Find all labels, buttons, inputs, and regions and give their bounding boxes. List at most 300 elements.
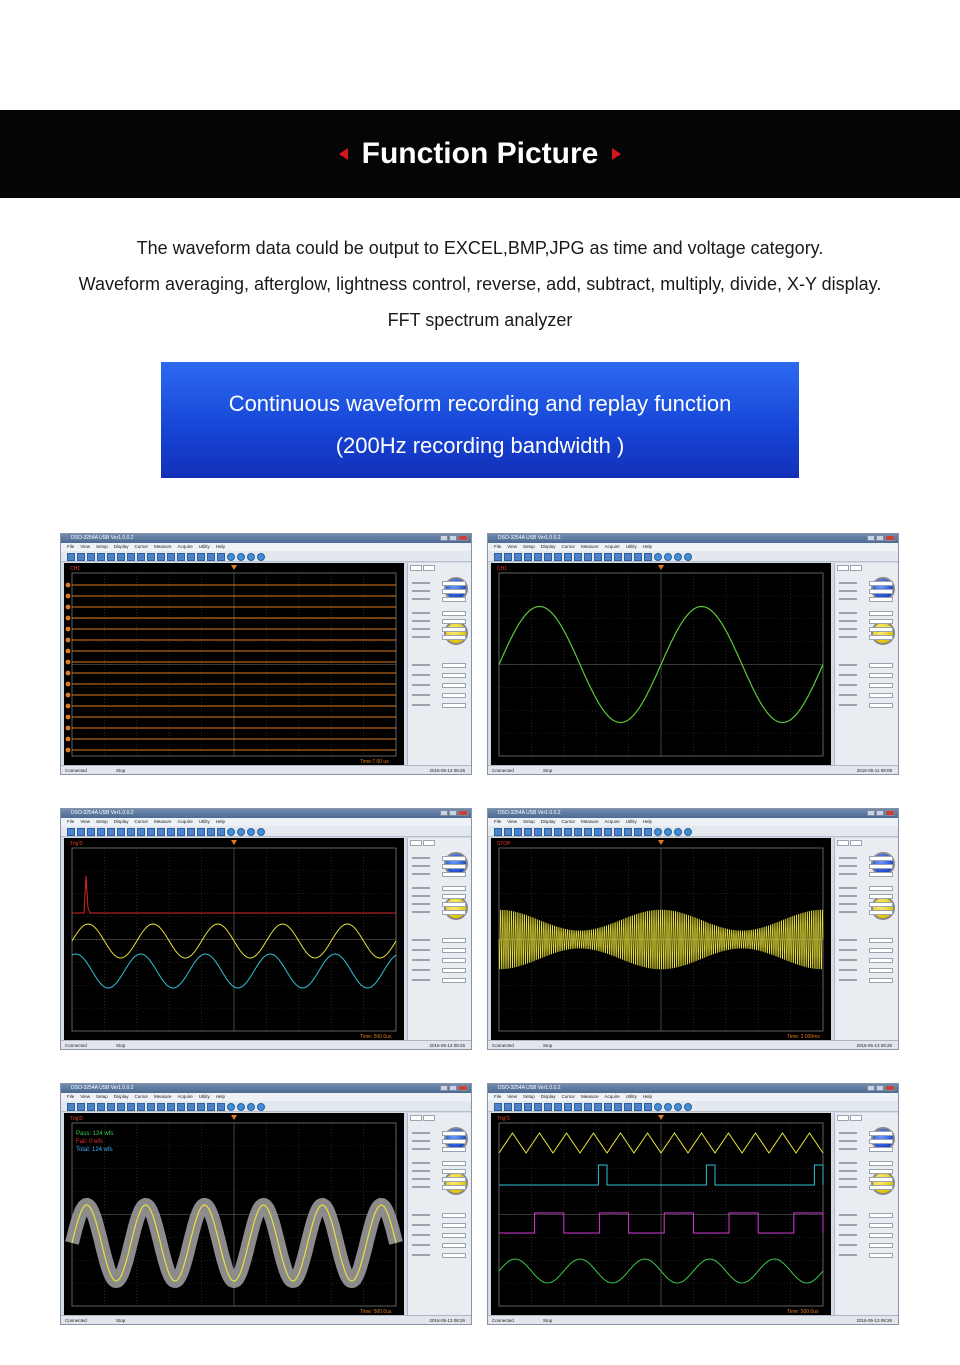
setting-row[interactable] [839, 1243, 895, 1248]
maximize-button[interactable] [449, 1085, 457, 1091]
setting-row[interactable] [839, 597, 895, 602]
menu-item[interactable]: View [507, 544, 517, 549]
volts-knob-icon[interactable] [444, 1171, 468, 1195]
toolbar-button-icon[interactable] [504, 828, 512, 836]
toolbar-button-icon[interactable] [187, 1103, 195, 1111]
setting-dropdown[interactable] [869, 1161, 893, 1166]
toolbar-button-icon[interactable] [544, 553, 552, 561]
volts-knob-icon[interactable] [871, 896, 895, 920]
setting-row[interactable] [839, 902, 895, 907]
close-button[interactable] [458, 535, 468, 541]
toolbar-button-icon[interactable] [594, 553, 602, 561]
panel-tab[interactable] [837, 1115, 849, 1121]
setting-row[interactable] [839, 627, 895, 632]
toolbar-button-icon[interactable] [247, 828, 255, 836]
toolbar-button-icon[interactable] [614, 828, 622, 836]
setting-dropdown[interactable] [442, 693, 466, 698]
toolbar-button-icon[interactable] [247, 1103, 255, 1111]
menu-item[interactable]: Cursor [561, 1094, 575, 1099]
setting-dropdown[interactable] [442, 581, 466, 586]
setting-row[interactable] [412, 703, 468, 708]
toolbar-button-icon[interactable] [524, 553, 532, 561]
minimize-button[interactable] [867, 810, 875, 816]
close-button[interactable] [885, 810, 895, 816]
volts-knob-icon[interactable] [444, 621, 468, 645]
setting-dropdown[interactable] [442, 619, 466, 624]
setting-dropdown[interactable] [442, 1213, 466, 1218]
setting-row[interactable] [839, 978, 895, 983]
setting-row[interactable] [839, 1131, 895, 1136]
setting-dropdown[interactable] [869, 611, 893, 616]
menu-item[interactable]: Setup [95, 544, 108, 549]
toolbar-button-icon[interactable] [574, 828, 582, 836]
setting-dropdown[interactable] [869, 1253, 893, 1258]
setting-dropdown[interactable] [869, 703, 893, 708]
toolbar-button-icon[interactable] [137, 828, 145, 836]
panel-tab[interactable] [410, 840, 422, 846]
setting-dropdown[interactable] [869, 968, 893, 973]
toolbar-button-icon[interactable] [247, 553, 255, 561]
setting-row[interactable] [839, 894, 895, 899]
panel-tab[interactable] [850, 1115, 862, 1121]
menu-item[interactable]: View [80, 819, 90, 824]
toolbar-button-icon[interactable] [237, 1103, 245, 1111]
setting-dropdown[interactable] [442, 703, 466, 708]
setting-row[interactable] [412, 902, 468, 907]
setting-row[interactable] [412, 619, 468, 624]
toolbar-button-icon[interactable] [117, 553, 125, 561]
toolbar-button-icon[interactable] [674, 553, 682, 561]
setting-dropdown[interactable] [442, 683, 466, 688]
setting-row[interactable] [839, 1177, 895, 1182]
setting-row[interactable] [412, 673, 468, 678]
toolbar-button-icon[interactable] [67, 553, 75, 561]
setting-dropdown[interactable] [869, 910, 893, 915]
toolbar-button-icon[interactable] [614, 1103, 622, 1111]
setting-row[interactable] [412, 1213, 468, 1218]
panel-tab[interactable] [410, 1115, 422, 1121]
toolbar-button-icon[interactable] [257, 828, 265, 836]
setting-row[interactable] [839, 864, 895, 869]
menu-item[interactable]: Measure [154, 544, 172, 549]
panel-tab[interactable] [850, 565, 862, 571]
toolbar-button-icon[interactable] [574, 1103, 582, 1111]
toolbar-button-icon[interactable] [237, 553, 245, 561]
toolbar-button-icon[interactable] [127, 828, 135, 836]
toolbar-button-icon[interactable] [554, 553, 562, 561]
toolbar-button-icon[interactable] [157, 553, 165, 561]
setting-row[interactable] [839, 1147, 895, 1152]
toolbar-button-icon[interactable] [494, 828, 502, 836]
setting-row[interactable] [412, 1161, 468, 1166]
menu-item[interactable]: Setup [522, 819, 535, 824]
toolbar-button-icon[interactable] [574, 553, 582, 561]
setting-dropdown[interactable] [442, 1169, 466, 1174]
setting-dropdown[interactable] [442, 1223, 466, 1228]
toolbar-button-icon[interactable] [684, 553, 692, 561]
setting-row[interactable] [412, 938, 468, 943]
setting-row[interactable] [839, 611, 895, 616]
setting-row[interactable] [412, 1169, 468, 1174]
toolbar-button-icon[interactable] [157, 828, 165, 836]
menu-item[interactable]: Measure [154, 1094, 172, 1099]
setting-dropdown[interactable] [869, 1139, 893, 1144]
setting-row[interactable] [412, 597, 468, 602]
setting-row[interactable] [412, 894, 468, 899]
toolbar-button-icon[interactable] [117, 1103, 125, 1111]
setting-dropdown[interactable] [442, 1177, 466, 1182]
toolbar-button-icon[interactable] [257, 553, 265, 561]
toolbar-button-icon[interactable] [684, 828, 692, 836]
menu-item[interactable]: Measure [581, 1094, 599, 1099]
toolbar-button-icon[interactable] [87, 828, 95, 836]
toolbar-button-icon[interactable] [644, 1103, 652, 1111]
menu-item[interactable]: Setup [95, 819, 108, 824]
toolbar-button-icon[interactable] [87, 553, 95, 561]
setting-dropdown[interactable] [442, 1131, 466, 1136]
toolbar-button-icon[interactable] [504, 553, 512, 561]
menu-item[interactable]: Cursor [561, 544, 575, 549]
toolbar-button-icon[interactable] [107, 1103, 115, 1111]
toolbar-button-icon[interactable] [494, 553, 502, 561]
toolbar-button-icon[interactable] [644, 828, 652, 836]
setting-dropdown[interactable] [442, 1253, 466, 1258]
toolbar-button-icon[interactable] [534, 553, 542, 561]
toolbar-button-icon[interactable] [137, 553, 145, 561]
setting-row[interactable] [839, 910, 895, 915]
toolbar-button-icon[interactable] [227, 1103, 235, 1111]
toolbar-button-icon[interactable] [524, 1103, 532, 1111]
toolbar-button-icon[interactable] [167, 828, 175, 836]
menu-item[interactable]: View [80, 1094, 90, 1099]
minimize-button[interactable] [440, 810, 448, 816]
panel-tab[interactable] [423, 840, 435, 846]
toolbar-button-icon[interactable] [544, 828, 552, 836]
menu-item[interactable]: View [507, 1094, 517, 1099]
setting-row[interactable] [839, 1253, 895, 1258]
menu-item[interactable]: Display [540, 819, 556, 824]
minimize-button[interactable] [867, 1085, 875, 1091]
setting-row[interactable] [412, 683, 468, 688]
toolbar-button-icon[interactable] [514, 1103, 522, 1111]
toolbar-button-icon[interactable] [634, 828, 642, 836]
setting-row[interactable] [412, 635, 468, 640]
menu-item[interactable]: Help [642, 1094, 653, 1099]
setting-row[interactable] [412, 1177, 468, 1182]
setting-dropdown[interactable] [442, 1243, 466, 1248]
setting-dropdown[interactable] [442, 1139, 466, 1144]
toolbar-button-icon[interactable] [584, 1103, 592, 1111]
setting-row[interactable] [839, 1169, 895, 1174]
menu-item[interactable]: Help [642, 819, 653, 824]
setting-row[interactable] [839, 663, 895, 668]
toolbar-button-icon[interactable] [494, 1103, 502, 1111]
setting-dropdown[interactable] [869, 864, 893, 869]
setting-row[interactable] [412, 978, 468, 983]
setting-dropdown[interactable] [869, 856, 893, 861]
setting-row[interactable] [839, 856, 895, 861]
toolbar-button-icon[interactable] [554, 1103, 562, 1111]
menu-item[interactable]: Cursor [561, 819, 575, 824]
menu-item[interactable]: Help [215, 544, 226, 549]
toolbar-button-icon[interactable] [77, 1103, 85, 1111]
setting-dropdown[interactable] [442, 611, 466, 616]
toolbar-button-icon[interactable] [664, 828, 672, 836]
toolbar-button-icon[interactable] [117, 828, 125, 836]
panel-tab[interactable] [423, 565, 435, 571]
toolbar-button-icon[interactable] [684, 1103, 692, 1111]
toolbar-button-icon[interactable] [97, 553, 105, 561]
setting-row[interactable] [839, 938, 895, 943]
toolbar-button-icon[interactable] [504, 1103, 512, 1111]
toolbar-button-icon[interactable] [604, 553, 612, 561]
menu-item[interactable]: Measure [581, 544, 599, 549]
setting-dropdown[interactable] [869, 1185, 893, 1190]
setting-dropdown[interactable] [442, 872, 466, 877]
panel-tab[interactable] [423, 1115, 435, 1121]
close-button[interactable] [458, 810, 468, 816]
toolbar-button-icon[interactable] [187, 553, 195, 561]
toolbar-button-icon[interactable] [624, 828, 632, 836]
setting-dropdown[interactable] [869, 948, 893, 953]
toolbar-button-icon[interactable] [654, 553, 662, 561]
toolbar-button-icon[interactable] [127, 553, 135, 561]
toolbar-button-icon[interactable] [67, 828, 75, 836]
menu-item[interactable]: File [494, 544, 502, 549]
setting-row[interactable] [839, 1185, 895, 1190]
toolbar-button-icon[interactable] [127, 1103, 135, 1111]
maximize-button[interactable] [876, 810, 884, 816]
maximize-button[interactable] [876, 535, 884, 541]
menu-item[interactable]: Utility [625, 544, 637, 549]
menu-item[interactable]: Acquire [604, 544, 620, 549]
menu-item[interactable]: Utility [198, 819, 210, 824]
setting-row[interactable] [412, 948, 468, 953]
setting-row[interactable] [412, 872, 468, 877]
panel-tab[interactable] [837, 565, 849, 571]
toolbar-button-icon[interactable] [564, 1103, 572, 1111]
menu-item[interactable]: Acquire [604, 819, 620, 824]
toolbar-button-icon[interactable] [644, 553, 652, 561]
menu-item[interactable]: Utility [625, 1094, 637, 1099]
toolbar-button-icon[interactable] [147, 828, 155, 836]
setting-dropdown[interactable] [869, 1243, 893, 1248]
toolbar-button-icon[interactable] [77, 553, 85, 561]
setting-dropdown[interactable] [442, 663, 466, 668]
setting-dropdown[interactable] [869, 589, 893, 594]
setting-row[interactable] [839, 589, 895, 594]
toolbar-button-icon[interactable] [237, 828, 245, 836]
setting-row[interactable] [412, 1139, 468, 1144]
setting-dropdown[interactable] [442, 589, 466, 594]
setting-row[interactable] [839, 635, 895, 640]
toolbar-button-icon[interactable] [147, 1103, 155, 1111]
setting-row[interactable] [412, 1131, 468, 1136]
setting-dropdown[interactable] [869, 902, 893, 907]
setting-row[interactable] [839, 581, 895, 586]
menu-item[interactable]: Display [540, 544, 556, 549]
setting-row[interactable] [839, 673, 895, 678]
toolbar-button-icon[interactable] [177, 553, 185, 561]
toolbar-button-icon[interactable] [107, 553, 115, 561]
setting-dropdown[interactable] [442, 948, 466, 953]
setting-dropdown[interactable] [442, 635, 466, 640]
setting-row[interactable] [412, 1253, 468, 1258]
close-button[interactable] [458, 1085, 468, 1091]
menu-item[interactable]: Help [215, 819, 226, 824]
setting-dropdown[interactable] [869, 693, 893, 698]
menu-item[interactable]: Utility [198, 544, 210, 549]
menu-item[interactable]: File [494, 1094, 502, 1099]
toolbar-button-icon[interactable] [674, 828, 682, 836]
setting-row[interactable] [839, 1161, 895, 1166]
toolbar-button-icon[interactable] [197, 828, 205, 836]
setting-row[interactable] [839, 619, 895, 624]
toolbar-button-icon[interactable] [664, 553, 672, 561]
setting-dropdown[interactable] [869, 663, 893, 668]
toolbar-button-icon[interactable] [227, 553, 235, 561]
setting-row[interactable] [839, 703, 895, 708]
setting-row[interactable] [412, 886, 468, 891]
toolbar-button-icon[interactable] [584, 553, 592, 561]
setting-row[interactable] [412, 1147, 468, 1152]
menu-item[interactable]: Acquire [177, 1094, 193, 1099]
setting-row[interactable] [839, 968, 895, 973]
setting-dropdown[interactable] [869, 635, 893, 640]
panel-tab[interactable] [850, 840, 862, 846]
setting-row[interactable] [412, 1223, 468, 1228]
toolbar-button-icon[interactable] [514, 828, 522, 836]
toolbar-button-icon[interactable] [107, 828, 115, 836]
setting-row[interactable] [839, 886, 895, 891]
minimize-button[interactable] [867, 535, 875, 541]
setting-dropdown[interactable] [442, 902, 466, 907]
toolbar-button-icon[interactable] [654, 828, 662, 836]
toolbar-button-icon[interactable] [604, 828, 612, 836]
toolbar-button-icon[interactable] [674, 1103, 682, 1111]
setting-dropdown[interactable] [869, 619, 893, 624]
menu-item[interactable]: Cursor [134, 819, 148, 824]
toolbar-button-icon[interactable] [584, 828, 592, 836]
maximize-button[interactable] [876, 1085, 884, 1091]
close-button[interactable] [885, 535, 895, 541]
menu-item[interactable]: Acquire [177, 819, 193, 824]
toolbar-button-icon[interactable] [594, 1103, 602, 1111]
setting-row[interactable] [839, 1223, 895, 1228]
toolbar-button-icon[interactable] [167, 1103, 175, 1111]
toolbar-button-icon[interactable] [97, 828, 105, 836]
menu-item[interactable]: File [67, 1094, 75, 1099]
toolbar-button-icon[interactable] [217, 1103, 225, 1111]
setting-dropdown[interactable] [869, 1131, 893, 1136]
toolbar-button-icon[interactable] [167, 553, 175, 561]
setting-row[interactable] [412, 581, 468, 586]
toolbar-button-icon[interactable] [534, 828, 542, 836]
volts-knob-icon[interactable] [871, 621, 895, 645]
setting-dropdown[interactable] [869, 597, 893, 602]
panel-tab[interactable] [837, 840, 849, 846]
setting-dropdown[interactable] [869, 1169, 893, 1174]
menu-item[interactable]: Display [113, 544, 129, 549]
setting-row[interactable] [412, 693, 468, 698]
menu-item[interactable]: Utility [625, 819, 637, 824]
menu-item[interactable]: View [80, 544, 90, 549]
setting-row[interactable] [412, 663, 468, 668]
toolbar-button-icon[interactable] [67, 1103, 75, 1111]
setting-dropdown[interactable] [442, 894, 466, 899]
menu-item[interactable]: Measure [154, 819, 172, 824]
toolbar-button-icon[interactable] [217, 828, 225, 836]
toolbar-button-icon[interactable] [217, 553, 225, 561]
minimize-button[interactable] [440, 1085, 448, 1091]
menu-item[interactable]: Setup [522, 544, 535, 549]
setting-row[interactable] [412, 1243, 468, 1248]
setting-dropdown[interactable] [442, 856, 466, 861]
setting-dropdown[interactable] [442, 938, 466, 943]
setting-dropdown[interactable] [869, 581, 893, 586]
setting-dropdown[interactable] [869, 894, 893, 899]
setting-dropdown[interactable] [442, 597, 466, 602]
setting-dropdown[interactable] [869, 958, 893, 963]
setting-dropdown[interactable] [442, 1233, 466, 1238]
setting-dropdown[interactable] [442, 958, 466, 963]
toolbar-button-icon[interactable] [654, 1103, 662, 1111]
setting-dropdown[interactable] [869, 683, 893, 688]
setting-row[interactable] [412, 958, 468, 963]
toolbar-button-icon[interactable] [207, 1103, 215, 1111]
setting-row[interactable] [412, 910, 468, 915]
toolbar-button-icon[interactable] [177, 1103, 185, 1111]
toolbar-button-icon[interactable] [207, 553, 215, 561]
menu-item[interactable]: View [507, 819, 517, 824]
toolbar-button-icon[interactable] [624, 553, 632, 561]
menu-item[interactable]: Utility [198, 1094, 210, 1099]
setting-row[interactable] [412, 611, 468, 616]
setting-dropdown[interactable] [869, 1177, 893, 1182]
menu-item[interactable]: Cursor [134, 1094, 148, 1099]
setting-row[interactable] [412, 968, 468, 973]
setting-dropdown[interactable] [442, 627, 466, 632]
toolbar-button-icon[interactable] [207, 828, 215, 836]
toolbar-button-icon[interactable] [564, 828, 572, 836]
setting-dropdown[interactable] [442, 978, 466, 983]
toolbar-button-icon[interactable] [634, 1103, 642, 1111]
minimize-button[interactable] [440, 535, 448, 541]
menu-item[interactable]: Help [642, 544, 653, 549]
setting-row[interactable] [412, 589, 468, 594]
toolbar-button-icon[interactable] [544, 1103, 552, 1111]
volts-knob-icon[interactable] [444, 896, 468, 920]
menu-item[interactable]: Display [113, 1094, 129, 1099]
toolbar-button-icon[interactable] [634, 553, 642, 561]
setting-dropdown[interactable] [442, 864, 466, 869]
setting-row[interactable] [412, 627, 468, 632]
setting-dropdown[interactable] [869, 1223, 893, 1228]
setting-row[interactable] [839, 948, 895, 953]
menu-item[interactable]: File [494, 819, 502, 824]
setting-row[interactable] [412, 1185, 468, 1190]
toolbar-button-icon[interactable] [257, 1103, 265, 1111]
setting-dropdown[interactable] [442, 673, 466, 678]
setting-dropdown[interactable] [442, 968, 466, 973]
setting-dropdown[interactable] [869, 1213, 893, 1218]
toolbar-button-icon[interactable] [197, 1103, 205, 1111]
maximize-button[interactable] [449, 810, 457, 816]
setting-dropdown[interactable] [442, 1185, 466, 1190]
toolbar-button-icon[interactable] [177, 828, 185, 836]
setting-dropdown[interactable] [869, 978, 893, 983]
toolbar-button-icon[interactable] [147, 553, 155, 561]
